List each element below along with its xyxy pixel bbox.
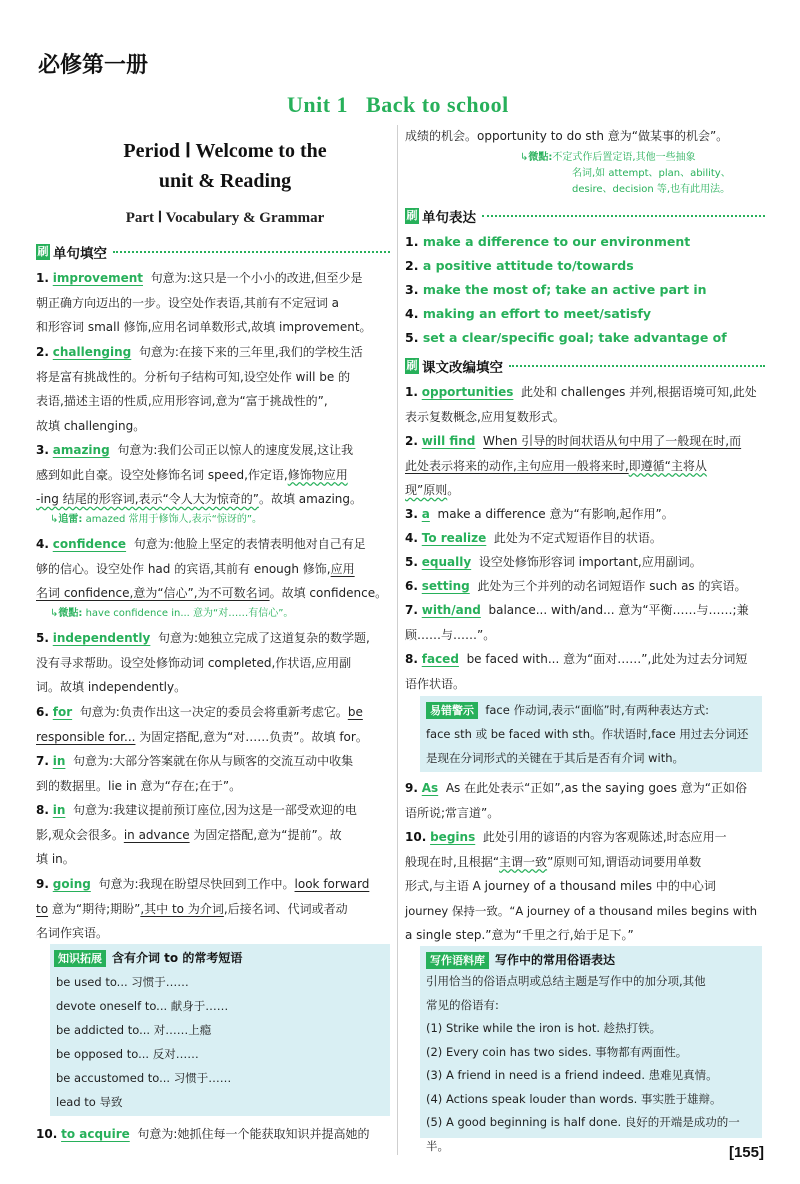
underlined-text: ,其中 to 为介词 xyxy=(140,901,224,916)
underlined-text: 应用 xyxy=(330,561,355,576)
underlined-text: to xyxy=(36,901,49,916)
explanation-line: 设空处修饰形容词 important,应用副词。 xyxy=(478,555,702,569)
section-title: 单句填空 xyxy=(53,246,107,262)
box-text: face 作动词,表示“面临”时,有两种表达方式: xyxy=(485,703,710,717)
note-text: desire、decision 等,也有此用法。 xyxy=(572,184,731,195)
answer-item-2 xyxy=(36,340,390,438)
explanation-line: As 在此处表示“正如”,as the saying goes 意为“正如俗 xyxy=(445,781,747,795)
wavy-highlight: 主谓一致 xyxy=(499,854,548,869)
answer-text: to acquire xyxy=(61,1127,130,1141)
item-number: 5. xyxy=(36,631,49,645)
explanation-line: 句意为:大部分答案就在你从与顾客的交流互动中收集 xyxy=(73,754,354,768)
passage-item-4 xyxy=(405,526,763,551)
explanation-line: ,后接名词、代词或者动 xyxy=(223,901,348,916)
answer-text: opportunities xyxy=(421,385,514,399)
wavy-highlight: 即遵循“主将从 xyxy=(628,458,707,473)
answer-item-1 xyxy=(36,266,390,340)
explanation-line: a single step.”意为“千里之行,始于足下。” xyxy=(405,928,634,942)
period-title-line2: unit & Reading xyxy=(158,170,292,192)
explanation-line: 句意为:她抓住每一个能获取知识并提高她的 xyxy=(137,1127,370,1141)
answer-text: a xyxy=(421,507,430,521)
answer-text: begins xyxy=(430,830,476,844)
underlined-text: 此处表示将来的动作,主句应用一般将来时, xyxy=(405,458,629,473)
explanation-line: 句意为:我建议提前预订座位,因为这是一部受欢迎的电 xyxy=(73,803,357,817)
explanation-line: 句意为:我们公司正以惊人的速度发展,这让我 xyxy=(117,443,354,457)
underlined-text: be xyxy=(347,705,363,719)
answer-text: going xyxy=(52,877,91,891)
unit-title: Unit 1 Back to school xyxy=(287,92,509,117)
continued-item-10 xyxy=(405,124,763,149)
item-number: 10. xyxy=(36,1127,58,1141)
item-number: 2. xyxy=(36,345,49,359)
item-number: 10. xyxy=(405,830,427,844)
underlined-text: in advance xyxy=(123,827,190,842)
box-title: 含有介词 to 的常考短语 xyxy=(112,951,243,965)
note-tag: 追雷: xyxy=(58,513,83,525)
note-tag: 微點: xyxy=(58,607,83,619)
underlined-text: 名词 confidence,意为“信心”,为不可数名词 xyxy=(36,586,270,600)
item-number: 2. xyxy=(405,434,418,448)
box-label: 易错警示 xyxy=(426,702,478,719)
item-number: 6. xyxy=(405,579,418,593)
box-label: 知识拓展 xyxy=(54,950,106,967)
proverb-item: (3) A friend in need is a friend indeed. 患难见真情。 xyxy=(426,1068,718,1082)
passage-item-5 xyxy=(405,550,763,575)
explanation-line: 朝正确方向迈出的一步。设空处作表语,其前有不定冠词 a xyxy=(36,295,339,310)
answer-item-7 xyxy=(36,749,390,798)
note-tag: 微點: xyxy=(528,152,553,163)
passage-item-10 xyxy=(405,825,763,948)
underlined-text: responsible for... xyxy=(36,729,136,744)
passage-item-9 xyxy=(405,776,763,825)
wavy-highlight: 修饰物应用 xyxy=(287,467,348,482)
explanation-line: 词。故填 independently。 xyxy=(36,680,187,694)
answer-item-6 xyxy=(36,700,390,749)
phrase-row: lead to 导致 xyxy=(56,1095,123,1109)
note-text: 不定式作后置定语,其他一些抽象 xyxy=(552,152,696,163)
dotted-rule xyxy=(482,215,765,217)
answer-text: will find xyxy=(421,434,476,448)
page-number-value: 155 xyxy=(733,1144,759,1161)
explanation-line: 填 in。 xyxy=(36,852,75,866)
box-text: face sth 或 be faced with sth。作状语时,face 用过去分词还 xyxy=(426,727,749,741)
answer-item-3: 3. amazing 句意为:我们公司正以惊人的速度发展,这让我 感到如此自豪。设空处修饰名词 speed,作定语,修饰物应用 -ing 结尾的形容词,表示“令人大为惊奇的”。故填 amazing。 ↳追雷: amazed 常用于修饰人,表示“惊讶的”。 xyxy=(36,443,363,525)
explanation-line: 般现在时,且根据“ xyxy=(405,854,500,869)
error-warning-box xyxy=(420,696,762,772)
answer-text: As xyxy=(421,781,439,795)
explanation-line: 故填 challenging。 xyxy=(36,418,146,433)
book-title: 必修第一册 xyxy=(38,53,149,78)
passage-item-1 xyxy=(405,380,763,429)
answer-item-4: 4. confidence 句意为:他脸上坚定的表情表明他对自己有足 够的信心。设空处作 had 的宾语,其前有 enough 修饰,应用 名词 confidence,意为“信心”,为不可数名词。故填 confidence。 ↳微點: have confidence in... 意为“对……有信心”。 xyxy=(36,537,388,619)
section-expression-header xyxy=(405,206,765,226)
part-title: Part Ⅰ Vocabulary & Grammar xyxy=(125,210,325,226)
brush-badge-icon: 刷 xyxy=(406,359,418,372)
brush-badge-icon: 刷 xyxy=(406,209,418,222)
expression-list xyxy=(405,230,763,350)
phrase-item: 1. make a difference to our environment xyxy=(405,234,691,249)
item-number: 7. xyxy=(405,603,418,617)
explanation-line: 够的信心。设空处作 had 的宾语,其前有 enough 修饰, xyxy=(36,561,331,576)
explanation-line: 句意为:这只是一个小小的改进,但至少是 xyxy=(150,271,363,285)
item-number: 8. xyxy=(405,652,418,666)
answer-text: equally xyxy=(421,555,472,569)
explanation-line: 句意为:在接下来的三年里,我们的学校生活 xyxy=(138,345,363,359)
underlined-text: When 引导的时间状语从句中用了一般现在时,而 xyxy=(483,434,742,448)
note-text: amazed 常用于修饰人,表示“惊讶的”。 xyxy=(85,513,263,525)
box-text: 引用恰当的俗语点明或总结主题是写作中的加分项,其他 xyxy=(426,974,706,988)
item-number: 5. xyxy=(405,555,418,569)
item-number: 3. xyxy=(405,507,418,521)
note-text: have confidence in... 意为“对……有信心”。 xyxy=(85,607,294,619)
passage-item-3 xyxy=(405,502,763,527)
explanation-line: ”原则可知,谓语动词要用单数 xyxy=(547,854,702,869)
item-number: 9. xyxy=(36,877,49,891)
section-title: 单句表达 xyxy=(422,210,476,226)
explanation-line: 顾……与……”。 xyxy=(405,627,496,642)
explanation-line: 句意为:他脸上坚定的表情表明他对自己有足 xyxy=(133,537,366,551)
phrase-row: be opposed to... 反对…… xyxy=(56,1047,199,1061)
explanation-line: 名词作宾语。 xyxy=(36,926,109,940)
answer-text: improvement xyxy=(52,271,144,285)
item-number: 3. xyxy=(36,443,49,457)
box-label: 写作语料库 xyxy=(426,952,489,969)
explanation-line: 语作状语。 xyxy=(405,676,466,691)
proverb-item: (5) A good beginning is half done. 良好的开端是成功的一半。 xyxy=(426,1115,740,1153)
section-title: 课文改编填空 xyxy=(422,360,503,376)
proverb-item: (2) Every coin has two sides. 事物都有两面性。 xyxy=(426,1044,688,1059)
explanation-line: 句意为:我现在盼望尽快回到工作中。 xyxy=(98,877,295,891)
item-number: 1. xyxy=(36,271,49,285)
explanation-line: 表语,描述主语的性质,应用形容词,意为“富于挑战性的”, xyxy=(36,394,328,408)
page-number: [155] xyxy=(728,1144,764,1161)
explanation-line: 形式,与主语 A journey of a thousand miles 中的中心词 xyxy=(405,879,716,893)
phrase-row: be accustomed to... 习惯于…… xyxy=(56,1071,232,1085)
wavy-highlight: -ing 结尾的形容词,表示“令人大为惊奇的” xyxy=(36,492,259,506)
passage-item-8 xyxy=(405,647,763,696)
passage-item-6 xyxy=(405,574,763,599)
explanation-line: 将是富有挑战性的。分析句子结构可知,设空处作 will be 的 xyxy=(36,369,351,384)
explanation-line: 此处和 challenges 并列,根据语境可知,此处 xyxy=(521,385,757,399)
explanation-line: 为固定搭配,意为“对……负责”。故填 for。 xyxy=(135,729,368,744)
answer-text: confidence xyxy=(52,537,127,551)
proverb-item: (4) Actions speak louder than words. 事实胜于雄辩。 xyxy=(426,1091,722,1106)
box-text: 是现在分词形式的关键在于其后是否有介词 with。 xyxy=(426,751,685,765)
item-number: 8. xyxy=(36,803,49,817)
answer-text: in xyxy=(52,803,66,817)
explanation-line: 意为“期待;期盼” xyxy=(48,901,141,916)
box-text: 常见的俗语有: xyxy=(426,997,499,1012)
phrase-row: devote oneself to... 献身于…… xyxy=(56,999,229,1013)
explanation-line: 此处引用的谚语的内容为客观陈述,时态应用一 xyxy=(482,830,727,844)
explanation-line: 为固定搭配,意为“提前”。故 xyxy=(189,827,342,842)
explanation-line: 。故填 confidence。 xyxy=(269,586,388,600)
explanation-line: 。故填 amazing。 xyxy=(258,492,363,506)
answer-item-5 xyxy=(36,626,390,700)
answer-text: in xyxy=(52,754,66,768)
section-passage-header xyxy=(405,356,765,376)
answer-text: independently xyxy=(52,631,151,645)
proverb-item: (1) Strike while the iron is hot. 趁热打铁。 xyxy=(426,1021,662,1035)
period-title-line1: Period Ⅰ Welcome to the xyxy=(123,140,327,162)
phrase-item: 4. making an effort to meet/satisfy xyxy=(405,306,652,321)
phrase-row: be addicted to... 对……上瘾 xyxy=(56,1023,212,1037)
knowledge-expansion-box xyxy=(50,944,390,1116)
phrase-row: be used to... 习惯于…… xyxy=(56,975,189,989)
explanation-line: 此处为三个并列的动名词短语作 such as 的宾语。 xyxy=(477,579,747,593)
phrase-item: 3. make the most of; take an active part in xyxy=(405,282,707,297)
explanation-line: be faced with... 意为“面对……”,此处为过去分词短 xyxy=(466,652,748,666)
answer-text: for xyxy=(52,705,73,719)
explanation-line: 和形容词 small 修饰,应用名词单数形式,故填 improvement。 xyxy=(36,320,372,334)
answer-text: setting xyxy=(421,579,470,593)
micro-note: ↳微點:不定式作后置定语,其他一些抽象 名词,如 attempt、plan、ability、 desire、decision 等,也有此用法。 xyxy=(520,150,770,198)
explanation-line: 感到如此自豪。设空处修饰名词 speed,作定语, xyxy=(36,467,288,482)
brush-badge-icon: 刷 xyxy=(37,245,49,258)
item-number: 7. xyxy=(36,754,49,768)
answer-text: faced xyxy=(421,652,459,666)
explanation-line: balance... with/and... 意为“平衡……与……;兼 xyxy=(488,603,749,617)
phrase-item: 2. a positive attitude to/towards xyxy=(405,258,634,273)
item-number: 1. xyxy=(405,385,418,399)
passage-item-7 xyxy=(405,598,763,647)
column-divider xyxy=(397,125,398,1155)
item-number: 9. xyxy=(405,781,418,795)
answer-text: amazing xyxy=(52,443,110,457)
answer-item-10 xyxy=(36,1122,390,1147)
dotted-rule xyxy=(113,251,390,253)
wavy-highlight: 现”原则 xyxy=(405,483,448,497)
answer-item-9 xyxy=(36,872,390,946)
answer-text: To realize xyxy=(421,531,487,545)
answer-item-8 xyxy=(36,798,390,872)
explanation-line: 句意为:她独立完成了这道复杂的数学题, xyxy=(158,631,370,645)
item-number: 6. xyxy=(36,705,49,719)
passage-item-2 xyxy=(405,429,763,503)
explanation-line: make a difference 意为“有影响,起作用”。 xyxy=(437,507,674,521)
explanation-line: journey 保持一致。“A journey of a thousand miles begins with xyxy=(405,903,758,918)
explanation-line: 没有寻求帮助。设空处修饰动词 completed,作状语,应用副 xyxy=(36,655,352,670)
underlined-text: look forward xyxy=(294,877,370,891)
explanation-line: 。 xyxy=(447,483,460,497)
dotted-rule xyxy=(509,365,765,367)
explanation-line: 成绩的机会。opportunity to do sth 意为“做某事的机会”。 xyxy=(405,129,729,143)
explanation-line: 语所说;常言道”。 xyxy=(405,805,500,820)
note-text: 名词,如 attempt、plan、ability、 xyxy=(572,168,731,179)
answer-text: with/and xyxy=(421,603,481,617)
box-title: 写作中的常用俗语表达 xyxy=(495,953,616,967)
explanation-line: 此处为不定式短语作目的状语。 xyxy=(493,531,662,545)
explanation-line: 句意为:负责作出这一决定的委员会将重新考虑它。 xyxy=(79,705,348,719)
item-number: 4. xyxy=(36,537,49,551)
explanation-line: 影,观众会很多。 xyxy=(36,827,124,842)
phrase-item: 5. set a clear/specific goal; take advantage of xyxy=(405,330,727,345)
section-fill-blanks-header xyxy=(36,242,390,262)
item-number: 4. xyxy=(405,531,418,545)
explanation-line: 表示复数概念,应用复数形式。 xyxy=(405,409,565,424)
explanation-line: 到的数据里。lie in 意为“存在;在于”。 xyxy=(36,778,242,793)
answer-text: challenging xyxy=(52,345,132,359)
